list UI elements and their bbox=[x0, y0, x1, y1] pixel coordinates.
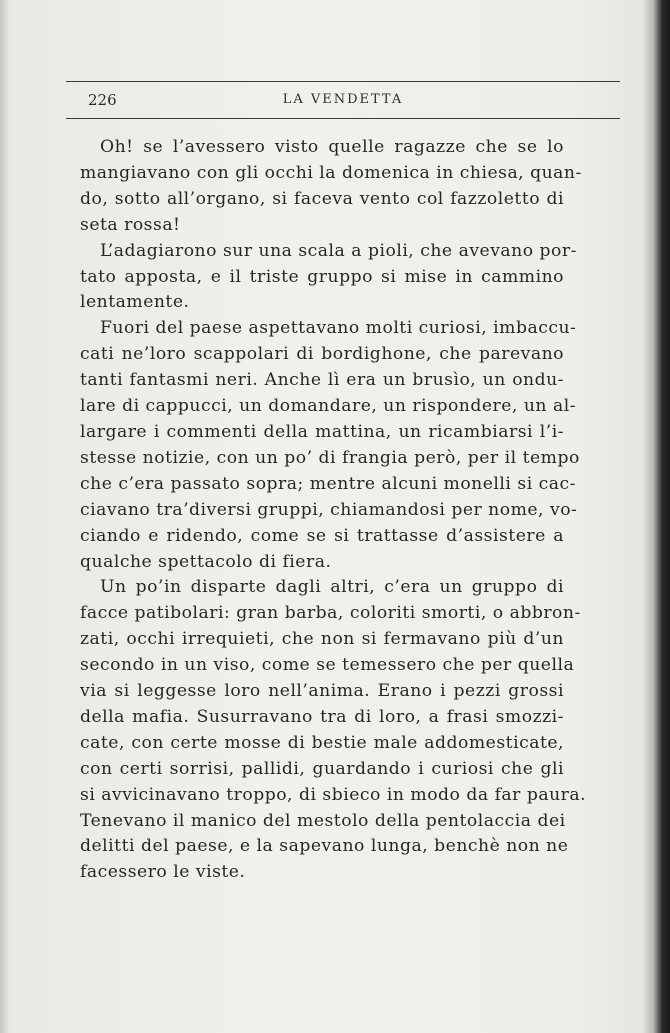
text-line: stesse notizie, con un po’ di frangia però, per il tempo bbox=[80, 447, 580, 468]
text-line: facce patibolari: gran barba, coloriti smorti, o abbron- bbox=[80, 603, 581, 624]
text-line: che c’era passato sopra; mentre alcuni monelli si cac- bbox=[80, 473, 576, 494]
text-line: L’adagiarono sur una scala a pioli, che avevano por- bbox=[100, 240, 577, 261]
text-line: largare i commenti della mattina, un ricambiarsi l’i- bbox=[80, 421, 564, 442]
body-text bbox=[80, 135, 587, 886]
text-line: secondo in un viso, come se temessero che per quella bbox=[80, 655, 575, 676]
page-binding-edge bbox=[642, 0, 670, 1033]
page-header bbox=[66, 81, 620, 119]
text-line: facessero le viste. bbox=[80, 862, 246, 883]
text-line: lentamente. bbox=[80, 292, 190, 313]
text-line: Oh! se l’avessero visto quelle ragazze che se lo bbox=[100, 137, 564, 157]
text-line: mangiavano con gli occhi la domenica in chiesa, quan- bbox=[80, 162, 582, 183]
text-line: cate, con certe mosse di bestie male addomesticate, bbox=[80, 732, 564, 753]
text-line: delitti del paese, e la sapevano lunga, benchè non ne bbox=[80, 836, 569, 857]
text-line: zati, occhi irrequieti, che non si fermavano più d’un bbox=[80, 629, 564, 650]
text-line: Fuori del paese aspettavano molti curiosi, imbaccu- bbox=[100, 318, 577, 339]
text-line: Un po’in disparte dagli altri, c’era un gruppo di bbox=[100, 577, 564, 598]
page-left-shadow bbox=[0, 0, 10, 1033]
text-line: Tenevano il manico del mestolo della pentolaccia dei bbox=[80, 810, 566, 831]
text-line: seta rossa! bbox=[80, 214, 181, 235]
page-number: 226 bbox=[88, 91, 117, 109]
text-line: do, sotto all’organo, si faceva vento col fazzoletto di bbox=[80, 188, 564, 209]
text-line: tanti fantasmi neri. Anche lì era un brusìo, un ondu- bbox=[80, 370, 564, 391]
running-title: LA VENDETTA bbox=[282, 92, 404, 107]
text-line: lare di cappucci, un domandare, un rispondere, un al- bbox=[80, 396, 577, 417]
text-line: con certi sorrisi, pallidi, guardando i curiosi che gli bbox=[80, 758, 564, 779]
text-line: qualche spettacolo di fiera. bbox=[80, 551, 332, 572]
text-line: via si leggesse loro nell’anima. Erano i pezzi grossi bbox=[80, 681, 564, 702]
text-line: ciando e ridendo, come se si trattasse d’assistere a bbox=[80, 525, 564, 546]
text-line: ciavano tra’diversi gruppi, chiamandosi per nome, vo- bbox=[80, 499, 578, 520]
text-line: cati ne’loro scappolari di bordighone, che parevano bbox=[80, 344, 564, 365]
text-line: tato apposta, e il triste gruppo si mise in cammino bbox=[80, 266, 564, 287]
text-line: si avvicinavano troppo, di sbieco in modo da far paura. bbox=[80, 784, 587, 805]
text-line: della mafia. Susurravano tra di loro, a frasi smozzi- bbox=[80, 706, 564, 727]
